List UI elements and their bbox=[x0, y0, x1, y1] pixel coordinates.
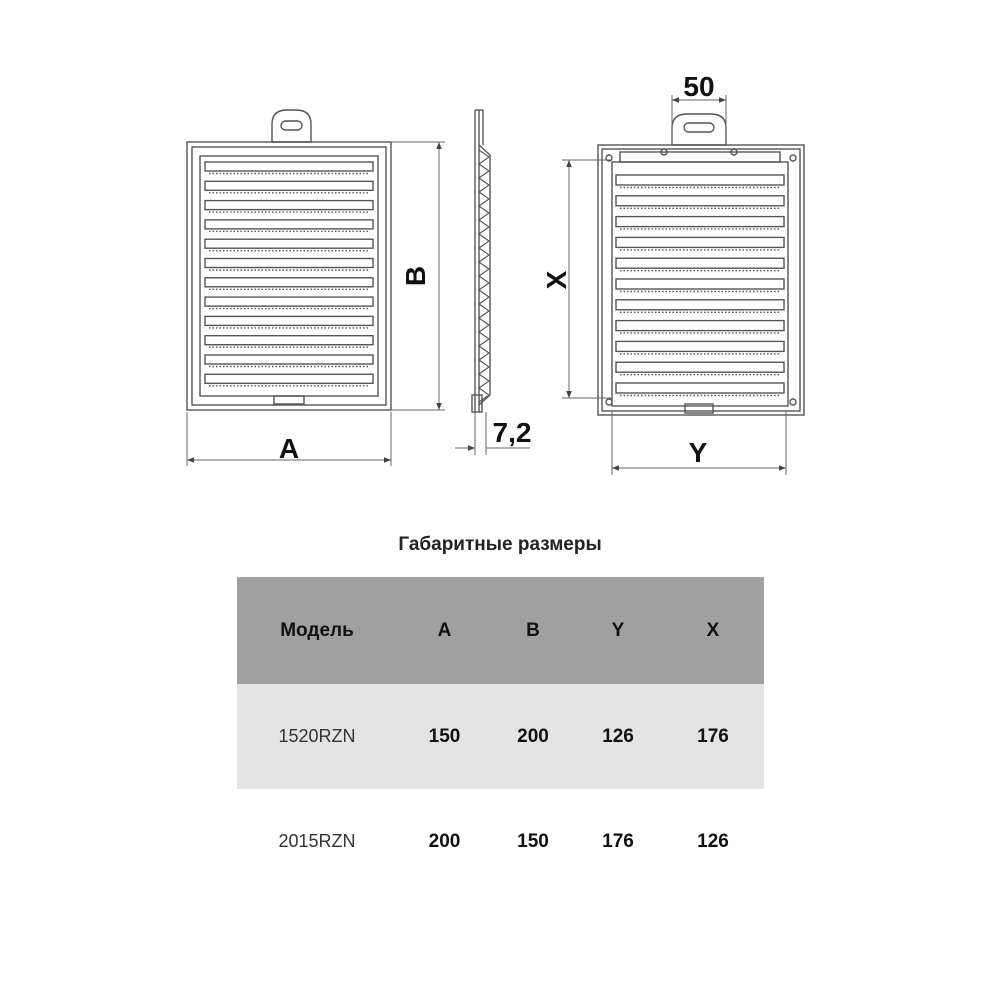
louver-slat bbox=[205, 374, 373, 383]
louver-slat bbox=[616, 175, 784, 185]
louver-slat bbox=[616, 237, 784, 247]
louver-slat bbox=[616, 279, 784, 289]
louver-slat bbox=[205, 336, 373, 345]
front-hanger bbox=[272, 110, 311, 142]
louver-slat bbox=[205, 201, 373, 210]
side-louver-profile bbox=[479, 150, 489, 402]
cell-b: 200 bbox=[517, 725, 549, 747]
cell-model: 1520RZN bbox=[278, 726, 356, 746]
dimension-a-label: A bbox=[278, 433, 300, 464]
header-a: A bbox=[437, 619, 452, 641]
cell-y: 176 bbox=[602, 830, 634, 852]
back-hanger bbox=[672, 114, 726, 145]
dimension-x-label: X bbox=[541, 270, 572, 290]
side-view bbox=[472, 110, 490, 412]
louver-slat bbox=[205, 316, 373, 325]
louver-slat bbox=[616, 321, 784, 331]
louver-slat bbox=[616, 217, 784, 227]
front-louvers bbox=[205, 162, 373, 386]
cell-b: 150 bbox=[517, 830, 549, 852]
dimension-hanger-label: 50 bbox=[683, 71, 715, 102]
header-y: Y bbox=[611, 619, 625, 641]
louver-slat bbox=[616, 258, 784, 268]
front-frame-outer bbox=[187, 142, 391, 410]
back-view bbox=[598, 114, 804, 415]
cell-model: 2015RZN bbox=[278, 831, 356, 851]
louver-slat bbox=[205, 220, 373, 229]
dimension-depth-label: 7,2 bbox=[492, 417, 532, 448]
louver-slat bbox=[205, 259, 373, 268]
table-row bbox=[237, 789, 764, 894]
cell-y: 126 bbox=[602, 725, 634, 747]
cell-a: 150 bbox=[428, 725, 461, 747]
louver-slat bbox=[616, 196, 784, 206]
louver-slat bbox=[205, 162, 373, 171]
louver-slat bbox=[205, 297, 373, 306]
header-x: X bbox=[706, 619, 720, 641]
table-title: Габаритные размеры bbox=[398, 534, 602, 555]
louver-slat bbox=[616, 341, 784, 351]
louver-slat bbox=[616, 300, 784, 310]
header-b: B bbox=[526, 619, 540, 641]
louver-slat bbox=[205, 278, 373, 287]
louver-slat bbox=[205, 181, 373, 190]
table-header-row bbox=[237, 577, 764, 684]
dimension-y-label: Y bbox=[688, 437, 708, 468]
louver-slat bbox=[616, 362, 784, 372]
louver-slat bbox=[616, 383, 784, 393]
back-louvers bbox=[616, 175, 784, 396]
front-view bbox=[187, 110, 391, 410]
louver-slat bbox=[205, 239, 373, 248]
header-model: Модель bbox=[280, 619, 354, 641]
cell-x: 126 bbox=[697, 830, 729, 852]
dimension-b-label: B bbox=[400, 265, 431, 287]
table-row bbox=[237, 684, 764, 789]
dimensions-table bbox=[237, 577, 764, 894]
cell-x: 176 bbox=[697, 725, 729, 747]
cell-a: 200 bbox=[428, 830, 461, 852]
louver-slat bbox=[205, 355, 373, 364]
